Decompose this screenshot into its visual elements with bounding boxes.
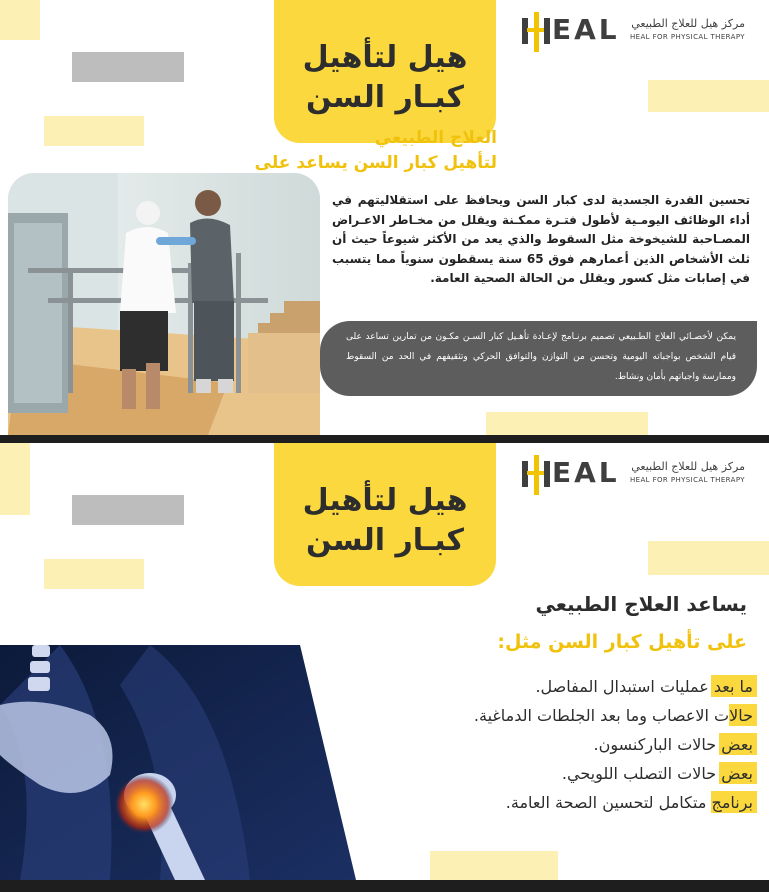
logo-mark [522,12,622,48]
brand-name-ar: مركز هيل للعلاج الطبيعي [631,17,745,30]
list-item: ما بعد عمليات استبدال المفاصل. [474,673,757,702]
poster-panel-1 [0,0,769,435]
section-heading-2: لتأهيل كبار السن يساعد على [254,153,497,173]
brand-name-en: HEAL FOR PHYSICAL THERAPY [630,476,745,484]
poster-panel-2 [0,443,769,880]
decor-pale-block [44,559,144,589]
list-item: حالات الاعصاب وما بعد الجلطات الدماغية. [474,702,757,731]
list-item: بعض حالات التصلب اللويحي. [474,760,757,789]
section-heading-2: على تأهيل كبار السن مثل: [497,631,747,653]
section-heading-1: يساعد العلاج الطبيعي [535,592,747,616]
brand-logo [522,12,745,48]
hip-xray-illustration [0,645,356,880]
title-card [274,0,496,143]
decor-pale-block [44,116,144,146]
section-heading-1: العلاج الطبيعي [374,128,497,148]
decor-pale-block [430,851,558,880]
list-item: برنامج متكامل لتحسين الصحة العامة. [474,789,757,818]
bottom-bar [0,880,769,892]
decor-pale-block [0,443,30,515]
decor-grey-block [72,52,184,82]
brand-logo [522,455,745,491]
title-line-1: هيل لتأهيل [302,40,468,75]
brand-name-en: HEAL FOR PHYSICAL THERAPY [630,33,745,41]
body-paragraph: تحسين القدرة الجسدية لدى كبار السن ويحافظ على استقلاليتهم في أداء الوظائف اليومـية لأطول فتـرة ممكـنة ويقلل من مخـاطر الاعـراض المصـاحبة للشيخوخة مثل السقوط والذي يعد من الأكثر شيوعاً حيث أن ثلث الأشخاص الذين أعمارهم فوق 65 سنة يسقطون سنوياً مما يتسبب في إصابات مثل كسور ويقلل من الحالة الصحية العامة. [332,193,751,285]
decor-pale-block [0,0,40,40]
logo-mark [522,455,622,491]
list-item: بعض حالات الباركنسون. [474,731,757,760]
title-line-2: كبـار السن [306,523,464,558]
decor-pale-block [648,80,769,112]
physiotherapy-session-photo [8,173,320,435]
brand-name-ar: مركز هيل للعلاج الطبيعي [631,460,745,473]
title-line-2: كبـار السن [306,80,464,115]
title-card [274,443,496,586]
panel-divider [0,435,769,443]
benefits-list [474,673,757,818]
decor-grey-block [72,495,184,525]
decor-pale-block [486,412,648,435]
title-line-1: هيل لتأهيل [302,483,468,518]
decor-pale-block [648,541,769,575]
logo-letters: EAL [552,13,620,46]
logo-letters: EAL [552,456,620,489]
note-text: يمكن لأخصـائي العلاج الطـبيعي تصميم برنـامج لإعـادة تأهـيل كبار السـن مكـون من تمارين تساعد على قيام الشخص بواجباته اليومية وتحسن من التوازن والتوافق الحركي وتثقيفهم في الحد من السقوط وممارسة واجباتهم بأمان ونشاط. [346,332,736,382]
